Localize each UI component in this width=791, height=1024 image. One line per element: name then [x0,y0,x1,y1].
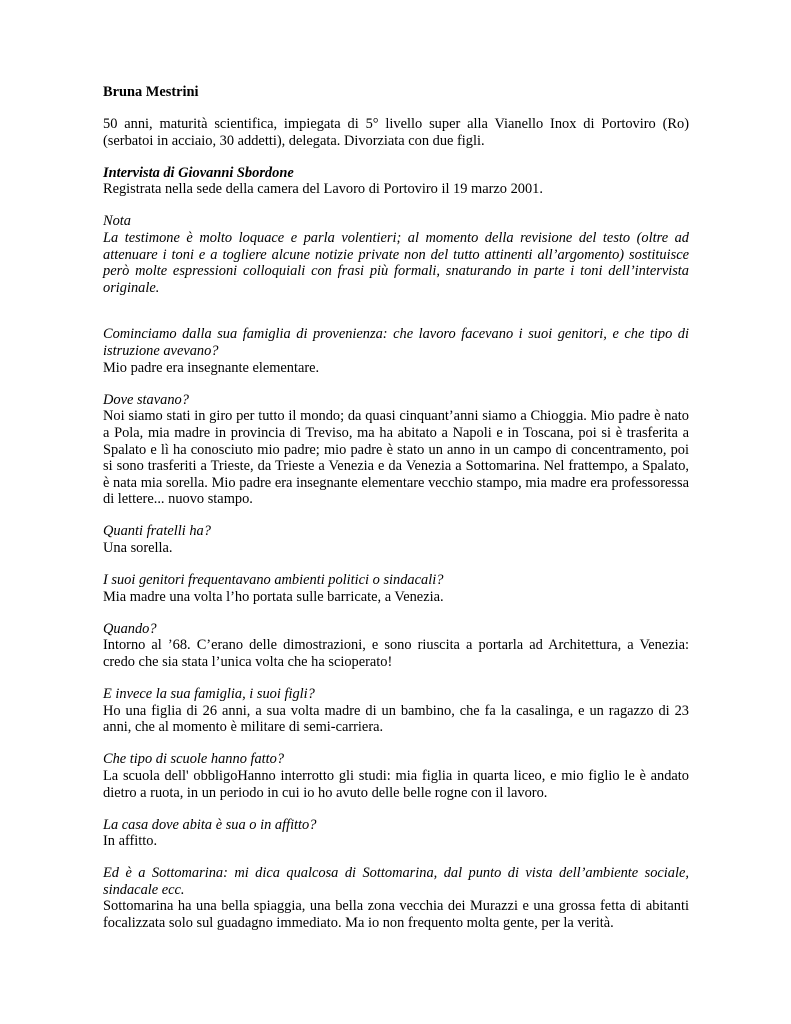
qa-block [103,751,689,801]
answer: Mia madre una volta l’ho portata sulle barricate, a Venezia. [103,588,444,605]
qa-block [103,326,689,376]
qa-block [103,572,689,605]
answer: Sottomarina ha una bella spiaggia, una bella zona vecchia dei Murazzi e una grossa fetta di abitanti focalizzata solo sul guadagno immediato. Ma io non frequento molta gente, per la verità. [103,898,689,932]
spacer [103,198,689,214]
answer: Una sorella. [103,539,173,556]
qa-block [103,865,689,931]
note-text: La testimone è molto loquace e parla volentieri; al momento della revisione del testo (oltre ad attenuare i toni e a togliere alcune notizie private non del tutto attinenti all’argomento) sostituisce però molte espressioni colloquiali con frasi più formali, snaturando in parte i toni dell’intervista originale. [103,230,689,296]
answer: Mio padre era insegnante elementare. [103,359,320,376]
note-label: Nota [103,213,131,230]
document-page [103,84,689,947]
answer: In affitto. [103,833,158,850]
interviewer-line: Intervista di Giovanni Sbordone [103,164,294,181]
question: I suoi genitori frequentavano ambienti politici o sindacali? [103,572,444,589]
question: Ed è a Sottomarina: mi dica qualcosa di Sottomarina, dal punto di vista dell’ambiente sociale, sindacale ecc. [103,865,689,898]
answer: Noi siamo stati in giro per tutto il mondo; da quasi cinquant’anni siamo a Chioggia. Mio padre è nato a Pola, mia madre in provincia di Treviso, ma ha abitato a Napoli e in Toscana, poi si è trasferita a Spalato e lì ha conosciuto mio padre; mio padre è stato un anno in un campo di concentramento, poi si sono trasferiti a Trieste, da Trieste a Venezia e da Venezia a Sottomarina. Nel frattempo, a Spalato, è nata mia sorella. Mio padre era insegnante elementare vecchio stampo, mia madre era professoressa di lettere... nuovo stampo. [103,408,689,508]
question: Cominciamo dalla sua famiglia di provenienza: che lavoro facevano i suoi genitori, e che tipo di istruzione avevano? [103,326,689,360]
question: E invece la sua famiglia, i suoi figli? [103,686,315,703]
spacer [103,101,689,117]
answer: La scuola dell' obbligoHanno interrotto gli studi: mia figlia in quarta liceo, e mio figlio le è andato dietro a ruota, in un periodo in cui io ho avuto delle belle rogne con il lavoro. [103,767,689,801]
qa-block [103,523,689,556]
answer: Intorno al ’68. C’erano delle dimostrazioni, e sono riuscita a portarla ad Architettura, a Venezia: credo che sia stata l’unica volta che ha scioperato! [103,637,689,670]
qa-block [103,621,689,671]
qa-block [103,392,689,508]
question: Dove stavano? [103,391,189,408]
interviewee-bio: 50 anni, maturità scientifica, impiegata di 5° livello super alla Vianello Inox di Portoviro (Ro) (serbatoi in acciaio, 30 addetti), delegata. Divorziata con due figli. [103,116,689,149]
qa-block [103,686,689,736]
interviewee-name: Bruna Mestrini [103,84,199,100]
recording-info: Registrata nella sede della camera del Lavoro di Portoviro il 19 marzo 2001. [103,181,543,198]
spacer [103,149,689,165]
spacer [103,296,689,326]
question: Che tipo di scuole hanno fatto? [103,751,285,768]
question: La casa dove abita è sua o in affitto? [103,816,317,833]
answer: Ho una figlia di 26 anni, a sua volta madre di un bambino, che fa la casalinga, e un ragazzo di 23 anni, che al momento è militare di semi-carriera. [103,702,689,736]
question: Quanti fratelli ha? [103,523,211,540]
question: Quando? [103,620,157,637]
qa-block [103,817,689,850]
